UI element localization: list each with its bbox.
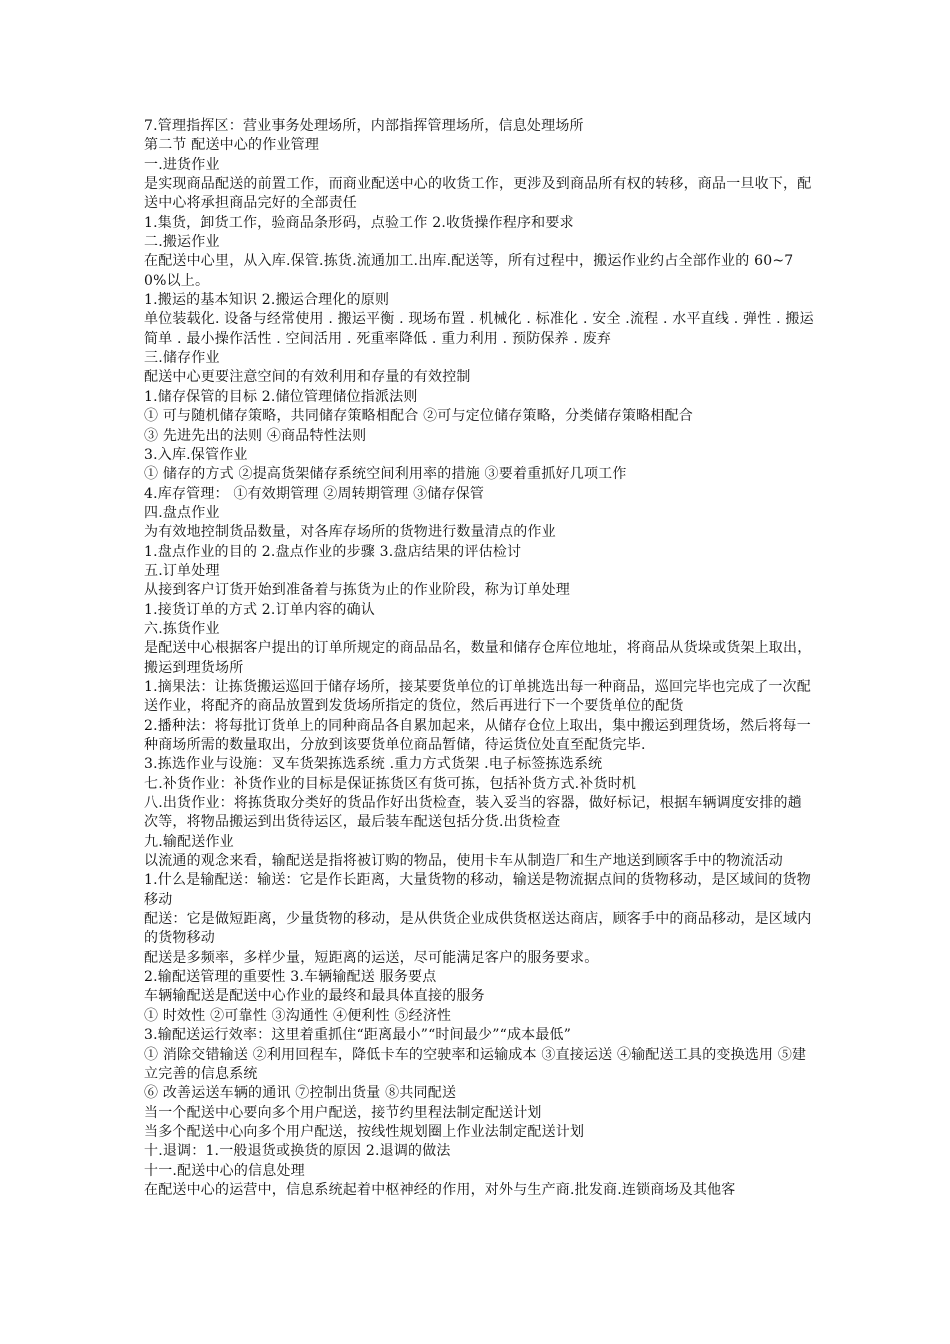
text-line: 为有效地控制货品数量，对各库存场所的货物进行数量清点的作业 [144, 524, 556, 541]
text-line: 4.库存管理： ①有效期管理 ②周转期管理 ③储存保管 [144, 485, 485, 502]
paragraph: 以流通的观念来看，输配送是指将被订购的物品，使用卡车从制造厂和生产地送到顾客手中的物流活动 [144, 853, 783, 870]
text-line: 7.管理指挥区：营业事务处理场所，内部指挥管理场所，信息处理场所 [144, 118, 584, 134]
text-line: ① 可与随机储存策略，共同储存策略相配合 ②可与定位储存策略，分类储存策略相配合 [144, 408, 693, 425]
text-line: 配送中心更要注意空间的有效利用和存量的有效控制 [144, 369, 471, 386]
text-line: 3.拣选作业与设施：叉车货架拣选系统 .重力方式货架 .电子标签拣选系统 [144, 756, 603, 773]
text-line: ⑥ 改善运送车辆的通讯 ⑦控制出货量 ⑧共同配送 [144, 1085, 457, 1102]
document-body [144, 117, 814, 1200]
paragraph: 八.出货作业：将拣货取分类好的货品作好出货检查，装入妥当的容器，做好标记，根据车辆调度安排的趟次等，将物品搬运到出货待运区，最后装车配送包括分货.出货检查 [144, 795, 802, 831]
paragraph: 是配送中心根据客户提出的订单所规定的商品品名，数量和储存仓库位地址，将商品从货垛或货架上取出，搬运到理货场所 [144, 640, 812, 676]
text-line: 1.盘点作业的目的 2.盘点作业的步骤 3.盘店结果的评估检讨 [144, 543, 522, 560]
subsection-heading: 二.搬运作业 [144, 234, 220, 251]
text-line: 2.输配送管理的重要性 3.车辆输配送 服务要点 [144, 969, 437, 986]
text-line: 十.退调：1.一般退货或换货的原因 2.退调的做法 [144, 1143, 451, 1160]
text-line: ① 时效性 ②可靠性 ③沟通性 ④便利性 ⑤经济性 [144, 1007, 452, 1024]
paragraph: 配送：它是做短距离，少量货物的移动，是从供货企业成供货枢送达商店，顾客手中的商品移动，是区域内的货物移动 [144, 911, 812, 947]
subsection-heading: 一.进货作业 [144, 156, 220, 173]
text-line: 当多个配送中心向多个用户配送，按线性规划圈上作业法制定配送计划 [144, 1123, 585, 1140]
text-line: 1.接货订单的方式 2.订单内容的确认 [144, 601, 375, 618]
text-line: ③ 先进先出的法则 ④商品特性法则 [144, 427, 367, 444]
subsection-heading: 六.拣货作业 [144, 620, 220, 637]
text-line: 1.集货，卸货工作，验商品条形码，点验工作 2.收货操作程序和要求 [144, 214, 574, 231]
subsection-heading: 三.储存作业 [144, 350, 220, 367]
paragraph: 在配送中心里，从入库.保管.拣货.流通加工.出库.配送等，所有过程中，搬运作业约占全部作业的 60~70%以上。 [144, 253, 794, 289]
subsection-heading: 四.盘点作业 [144, 504, 220, 521]
paragraph: ① 消除交错输送 ②利用回程车，降低卡车的空驶率和运输成本 ③直接运送 ④输配送工具的变换选用 ⑤建立完善的信息系统 [144, 1046, 807, 1082]
text-line: ① 储存的方式 ②提高货架储存系统空间利用率的措施 ③要着重抓好几项工作 [144, 466, 627, 483]
text-line: 七.补货作业：补货作业的目标是保证拣货区有货可拣，包括补货方式.补货时机 [144, 775, 637, 792]
text-line: 车辆输配送是配送中心作业的最终和最具体直接的服务 [144, 988, 485, 1005]
subsection-heading: 十一.配送中心的信息处理 [144, 1162, 305, 1179]
text-line: 在配送中心的运营中，信息系统起着中枢神经的作用，对外与生产商.批发商.连锁商场及其他客 [144, 1181, 736, 1198]
paragraph: 1.摘果法：让拣货搬运巡回于储存场所，接某要货单位的订单挑选出每一种商品，巡回完毕也完成了一次配送作业，将配齐的商品放置到发货场所指定的货位，然后再进行下一个要货单位的配货 [144, 678, 811, 715]
text-line: 当一个配送中心要向多个用户配送，接节约里程法制定配送计划 [144, 1104, 542, 1121]
paragraph: 2.播种法：将每批订货单上的同种商品各自累加起来，从储存仓位上取出，集中搬运到理货场，然后将每一种商场所需的数量取出，分放到该要货单位商品暂储，待运货位处直至配货完毕. [144, 717, 811, 753]
text-line: 1.储存保管的目标 2.储位管理储位指派法则 [144, 388, 418, 405]
paragraph: 1.什么是输配送：输送：它是作长距离，大量货物的移动，输送是物流据点间的货物移动，是区域间的货物移动 [144, 872, 811, 908]
paragraph: 单位装载化. 设备与经常使用 . 搬运平衡 . 现场布置 . 机械化 . 标准化 . 安全 .流程 . 水平直线 . 弹性 . 搬运简单 . 最小操作活性 . 空间活用 . 死重率降低 . 重力利用 . 预防保养 . 废弃 [144, 311, 814, 347]
text-line: 配送是多频率，多样少量，短距离的运送，尽可能满足客户的服务要求。 [144, 949, 599, 966]
section-heading: 第二节 配送中心的作业管理 [144, 137, 320, 154]
paragraph: 是实现商品配送的前置工作，而商业配送中心的收货工作，更涉及到商品所有权的转移，商品一旦收下，配送中心将承担商品完好的全部责任 [144, 176, 812, 212]
text-line: 从接到客户订货开始到准备着与拣货为止的作业阶段，称为订单处理 [144, 582, 570, 599]
subsection-heading: 九.输配送作业 [144, 833, 234, 850]
text-line: 3.入库.保管作业 [144, 446, 248, 463]
text-line: 1.搬运的基本知识 2.搬运合理化的原则 [144, 292, 390, 309]
text-line: 3.输配送运行效率：这里着重抓住“距离最小”“时间最少”“成本最低” [144, 1027, 572, 1044]
subsection-heading: 五.订单处理 [144, 562, 220, 579]
